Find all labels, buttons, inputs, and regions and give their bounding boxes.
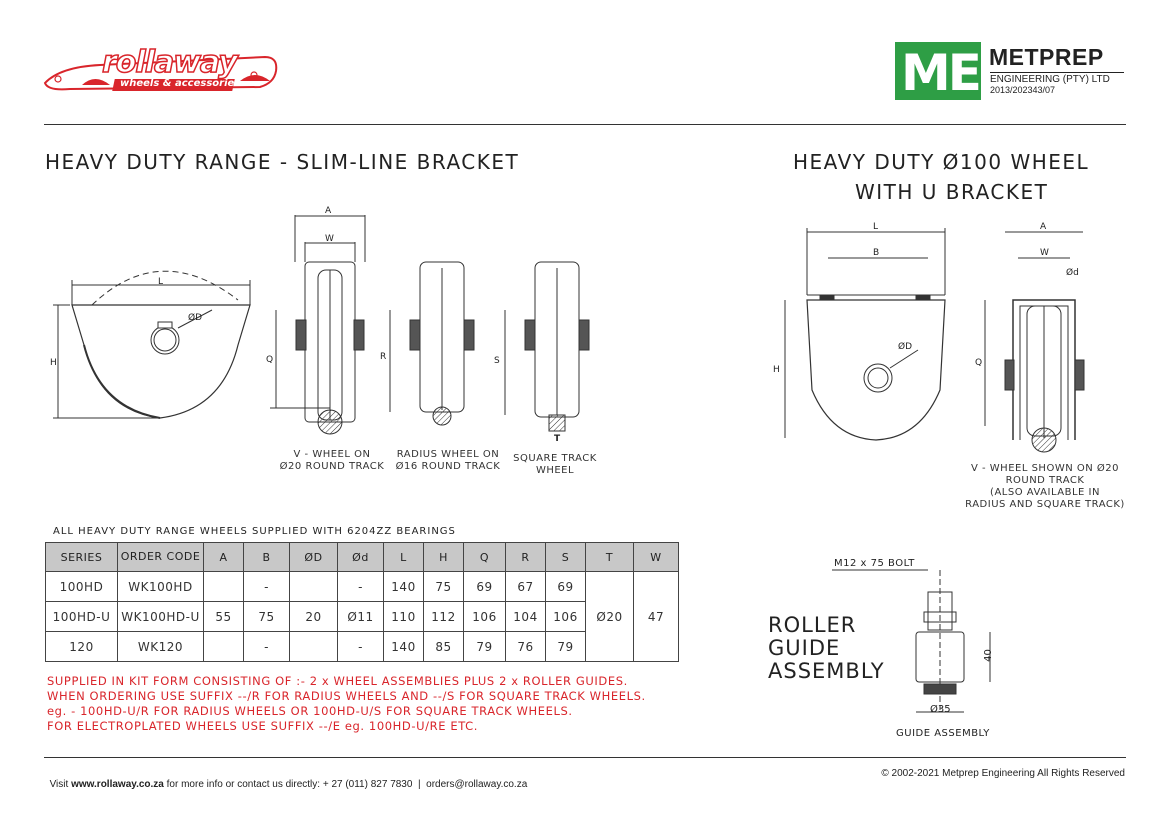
footer-divider [44, 757, 1126, 758]
caption-v-wheel: V - WHEEL ON Ø20 ROUND TRACK [279, 449, 385, 472]
footer-copyright: © 2002-2021 Metprep Engineering All Rights Reserved [881, 768, 1125, 779]
note-line: WHEN ORDERING USE SUFFIX --/R FOR RADIUS WHEELS AND --/S FOR SQUARE TRACK WHEELS. [47, 689, 646, 703]
dim-label-35: Ø35 [930, 704, 951, 715]
roller-bolt-label: M12 x 75 BOLT [834, 558, 915, 569]
caption-square-wheel: SQUARE TRACK WHEEL [513, 453, 597, 476]
u-bracket-side-view [785, 228, 945, 440]
caption-right-wheel: V - WHEEL SHOWN ON Ø20 ROUND TRACK (ALSO AVAILABLE IN RADIUS AND SQUARE TRACK) [965, 463, 1125, 510]
left-title: HEAVY DUTY RANGE - SLIM-LINE BRACKET [45, 150, 520, 174]
metprep-reg: 2013/202343/07 [990, 85, 1056, 95]
dim-label-Q-left: Q [266, 355, 274, 365]
radius-wheel-front-view [390, 262, 474, 425]
dim-label-W-left: W [325, 234, 334, 244]
col-header: ORDER CODE [118, 543, 204, 572]
rollaway-tagline: wheels & accessories [120, 78, 241, 89]
dim-label-H-right: H [773, 365, 780, 375]
col-header: ØD [290, 543, 338, 572]
roller-title: ROLLER GUIDE ASSEMBLY [768, 613, 885, 683]
ordering-notes [47, 674, 687, 734]
dim-label-A-right: A [1040, 222, 1047, 232]
dim-label-L-right: L [873, 222, 879, 232]
dim-label-A-left: A [325, 206, 332, 216]
roller-caption: GUIDE ASSEMBLY [896, 728, 990, 739]
footer-website-link[interactable]: www.rollaway.co.za [71, 779, 164, 790]
dim-label-W-right: W [1040, 248, 1049, 258]
metprep-logo-letters: ME [901, 44, 979, 102]
table-note: ALL HEAVY DUTY RANGE WHEELS SUPPLIED WITH 6204ZZ BEARINGS [53, 526, 456, 537]
col-header: A [204, 543, 244, 572]
col-header: S [546, 543, 586, 572]
dim-label-T: T [554, 434, 561, 444]
note-line: SUPPLIED IN KIT FORM CONSISTING OF :- 2 x WHEEL ASSEMBLIES PLUS 2 x ROLLER GUIDES. [47, 674, 628, 688]
dim-label-Od-right: Ød [1066, 268, 1079, 278]
dim-label-L-left: L [158, 277, 164, 287]
footer-contact: Visit www.rollaway.co.za for more info or contact us directly: + 27 (011) 827 7830 | orders@rollaway.co.za [49, 779, 528, 790]
metprep-sub: ENGINEERING (PTY) LTD [990, 72, 1124, 85]
v-wheel-front-view [270, 215, 365, 434]
col-header: Q [464, 543, 506, 572]
dim-label-Q-right: Q [975, 358, 983, 368]
right-title-line2: WITH U BRACKET [855, 180, 1049, 204]
dim-label-40: 40 [982, 649, 994, 662]
col-header: R [506, 543, 546, 572]
dim-label-R: R [380, 352, 387, 362]
metprep-name: METPREP [989, 44, 1104, 70]
spec-table [45, 542, 679, 662]
rollaway-wordmark: rollaway [102, 45, 237, 80]
table-row: 120 WK120 - - 140 85 79 76 79 [46, 632, 679, 662]
col-header: SERIES [46, 543, 118, 572]
note-line: eg. - 100HD-U/R FOR RADIUS WHEELS OR 100HD-U/S FOR SQUARE TRACK WHEELS. [47, 704, 573, 718]
slimline-side-view [53, 271, 250, 418]
dim-label-H-left: H [50, 358, 57, 368]
col-header: H [424, 543, 464, 572]
table-header-row [46, 543, 679, 572]
table-row: 100HD WK100HD - - 140 75 69 67 69 Ø20 47 [46, 572, 679, 602]
col-header: B [244, 543, 290, 572]
dim-label-B: B [873, 248, 880, 258]
caption-radius-wheel: RADIUS WHEEL ON Ø16 ROUND TRACK [395, 449, 501, 472]
dim-label-OD: ØD [188, 313, 203, 323]
dim-label-OD-right: ØD [898, 342, 913, 352]
right-title-line1: HEAVY DUTY Ø100 WHEEL [793, 150, 1090, 174]
col-header: T [586, 543, 634, 572]
dim-label-S: S [494, 356, 500, 366]
note-line: FOR ELECTROPLATED WHEELS USE SUFFIX --/E eg. 100HD-U/RE ETC. [47, 719, 479, 733]
col-header: L [384, 543, 424, 572]
square-wheel-front-view [505, 262, 589, 431]
u-bracket-front-view [985, 232, 1084, 452]
col-header: W [634, 543, 679, 572]
col-header: Ød [338, 543, 384, 572]
table-row: 100HD-U WK100HD-U 55 75 20 Ø11 110 112 106 104 106 [46, 602, 679, 632]
